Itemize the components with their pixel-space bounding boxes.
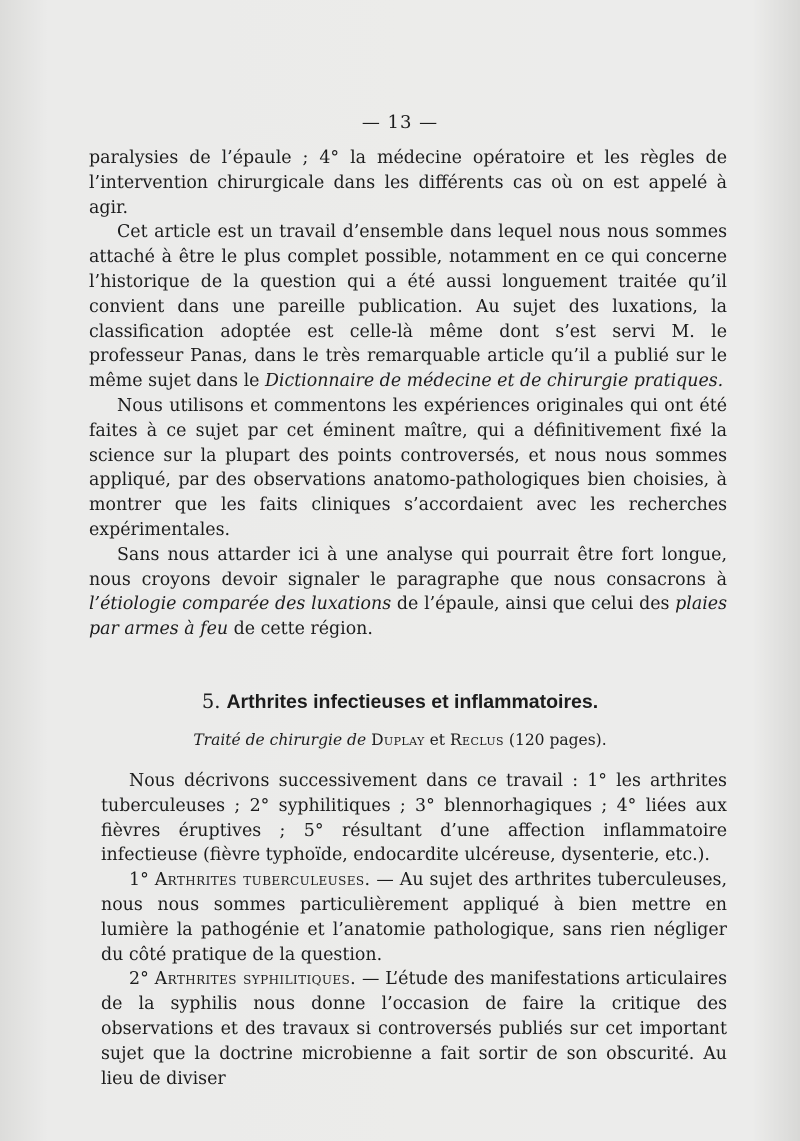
paragraph-7-text: — L’étude des manifestations articulaires de la syphilis nous donne l’occasion de faire la critique des observations et des travaux si controversés publiés sur cet important sujet que la doctrine microbienne a fait sortir de son obscurité. Au lieu de diviser [101,969,728,1089]
paragraph-2-text: Cet article est un travail d’ensemble dans lequel nous nous sommes attaché à être le plus complet possible, notamment en ce qui concerne l’historique de la question qui a été aussi longuement traitée qu’il convient dans une pareille publication. Au sujet des luxations, la classification adoptée est celle-là même dont s’est servi M. le professeur Panas, dans le très remarquable article qu’il a publié sur le même sujet dans le [89,222,727,392]
dictionary-title: Dictionnaire de médecine et de chirurgie pratiques. [264,371,724,392]
paragraph-7-number: 2° [129,969,149,990]
reference-pages: (120 pages). [508,731,607,749]
section-arthritis-text [101,769,727,1091]
section-number: 5. [201,690,221,713]
reference-work: Traité de chirurgie de [193,731,367,749]
section-heading [0,690,800,714]
reference-author-2: Reclus [449,731,504,749]
syphilitic-heading: Arthrites syphilitiques. [154,969,357,990]
paragraph-5: Nous décrivons successivement dans ce travail : 1° les arthrites tuberculeuses ; 2° syphilitiques ; 3° blennorhagiques ; 4° liées aux fièvres éruptives ; 5° résultant d’une affection inflammatoire infectieuse (fièvre typhoïde, endocardite ulcéreuse, dysenterie, etc.). [101,771,727,866]
paragraph-7 [101,967,727,1091]
reference-and: et [429,731,445,749]
paragraph-4-text-a: Sans nous attarder ici à une analyse qui pourrait être fort longue, nous croyons devoir signaler le paragraphe que nous consacrons à [89,544,727,590]
section-shoulder-text [89,146,727,642]
paragraph-6-number: 1° [129,870,149,891]
section-reference [0,731,800,749]
paragraph-6-text: — Au sujet des arthrites tuberculeuses, nous nous sommes particulièrement appliqué à bien mettre en lumière la pathogénie et l’anatomie pathologique, sans rien négliger du côté pratique de la question. [101,870,727,965]
paragraph-1: paralysies de l’épaule ; 4° la médecine opératoire et les règles de l’intervention chirurgicale dans les différents cas où on est appelé à agir. [89,148,727,218]
page-number: — 13 — [361,112,439,133]
wounds-phrase: plaies par armes à feu [89,594,728,640]
paragraph-4-text-b: de l’épaule, ainsi que celui des [391,594,676,615]
reference-author-1: Duplay [371,731,425,749]
paragraph-6 [101,868,727,967]
section-title: Arthrites infectieuses et inflammatoires. [226,691,599,713]
paragraph-4 [89,543,727,642]
paragraph-3: Nous utilisons et commentons les expériences originales qui ont été faites à ce sujet par cet éminent maître, qui a définitivement fixé la science sur la plupart des points controversés, et nous nous sommes appliqué, par des observations anatomo-pathologiques bien choisies, à montrer que les faits cliniques s’accordaient avec les recherches expérimentales. [89,395,727,540]
paragraph-2 [89,220,727,394]
etiology-phrase: l’étiologie comparée des luxations [89,594,392,615]
tuberculous-heading: Arthrites tuberculeuses. [154,870,371,891]
paragraph-4-text-c: de cette région. [228,619,373,640]
